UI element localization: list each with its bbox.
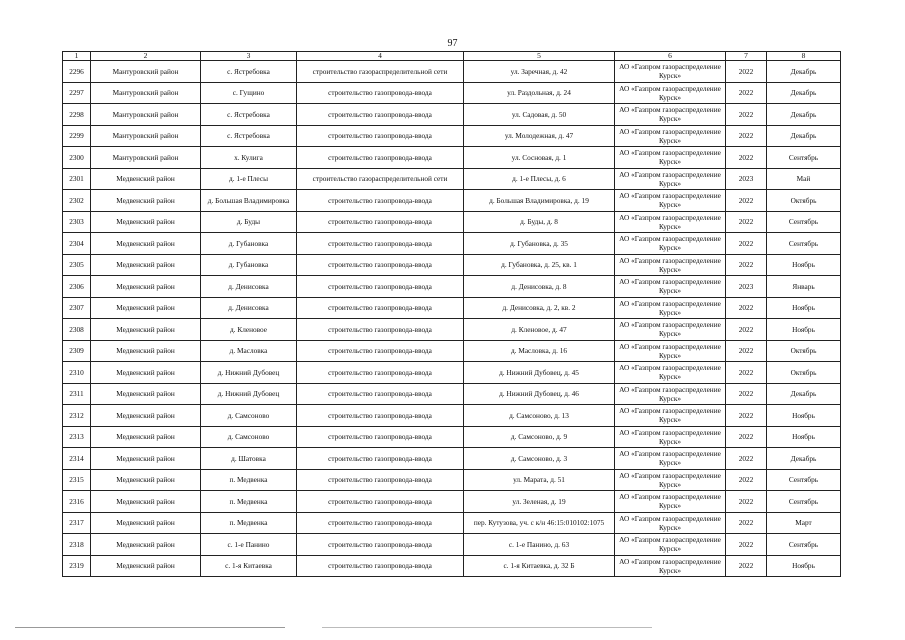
organization-cell: АО «Газпром газораспределение Курск» xyxy=(615,147,726,169)
organization-cell: АО «Газпром газораспределение Курск» xyxy=(615,319,726,341)
year-cell: 2022 xyxy=(726,190,767,212)
district-cell: Мантуровский район xyxy=(91,104,201,126)
year-cell: 2022 xyxy=(726,61,767,83)
work-type-cell: строительство газопровода-ввода xyxy=(297,104,464,126)
month-cell: Октябрь xyxy=(767,362,841,384)
settlement-cell: п. Медвенка xyxy=(201,491,297,513)
year-cell: 2022 xyxy=(726,362,767,384)
organization-cell: АО «Газпром газораспределение Курск» xyxy=(615,61,726,83)
table-body xyxy=(63,61,841,577)
row-number-cell: 2313 xyxy=(63,426,91,448)
address-cell: д. 1-е Плесы, д. 6 xyxy=(464,168,615,190)
row-number-cell: 2310 xyxy=(63,362,91,384)
month-cell: Сентябрь xyxy=(767,469,841,491)
organization-cell: АО «Газпром газораспределение Курск» xyxy=(615,168,726,190)
organization-cell: АО «Газпром газораспределение Курск» xyxy=(615,534,726,556)
settlement-cell: с. Ястребовка xyxy=(201,125,297,147)
year-cell: 2022 xyxy=(726,254,767,276)
address-cell: д. Денисовка, д. 8 xyxy=(464,276,615,298)
table-row xyxy=(63,190,841,212)
table-row xyxy=(63,276,841,298)
year-cell: 2023 xyxy=(726,168,767,190)
organization-cell: АО «Газпром газораспределение Курск» xyxy=(615,512,726,534)
table-row xyxy=(63,491,841,513)
district-cell: Медвенский район xyxy=(91,448,201,470)
address-cell: д. Нижний Дубовец, д. 46 xyxy=(464,383,615,405)
year-cell: 2022 xyxy=(726,469,767,491)
district-cell: Медвенский район xyxy=(91,534,201,556)
organization-cell: АО «Газпром газораспределение Курск» xyxy=(615,448,726,470)
row-number-cell: 2308 xyxy=(63,319,91,341)
row-number-cell: 2304 xyxy=(63,233,91,255)
settlement-cell: д. Буды xyxy=(201,211,297,233)
settlement-cell: д. Денисовка xyxy=(201,276,297,298)
month-cell: Ноябрь xyxy=(767,426,841,448)
settlement-cell: п. Медвенка xyxy=(201,512,297,534)
address-cell: ул. Сосновая, д. 1 xyxy=(464,147,615,169)
work-type-cell: строительство газопровода-ввода xyxy=(297,426,464,448)
address-cell: ул. Зеленая, д. 19 xyxy=(464,491,615,513)
year-cell: 2022 xyxy=(726,147,767,169)
settlement-cell: д. Кленовое xyxy=(201,319,297,341)
col-header-2: 2 xyxy=(91,52,201,61)
district-cell: Медвенский район xyxy=(91,555,201,577)
register-table xyxy=(62,51,841,577)
page-number: 97 xyxy=(447,38,458,49)
address-cell: д. Буды, д. 8 xyxy=(464,211,615,233)
month-cell: Декабрь xyxy=(767,82,841,104)
settlement-cell: д. Денисовка xyxy=(201,297,297,319)
settlement-cell: д. Губановка xyxy=(201,233,297,255)
scan-edge-line xyxy=(15,627,285,628)
table-row xyxy=(63,362,841,384)
district-cell: Медвенский район xyxy=(91,491,201,513)
row-number-cell: 2299 xyxy=(63,125,91,147)
year-cell: 2022 xyxy=(726,534,767,556)
organization-cell: АО «Газпром газораспределение Курск» xyxy=(615,125,726,147)
col-header-5: 5 xyxy=(464,52,615,61)
table-row xyxy=(63,319,841,341)
settlement-cell: с. Ястребовка xyxy=(201,61,297,83)
month-cell: Декабрь xyxy=(767,104,841,126)
organization-cell: АО «Газпром газораспределение Курск» xyxy=(615,276,726,298)
address-cell: с. 1-е Панино, д. 63 xyxy=(464,534,615,556)
table-row xyxy=(63,61,841,83)
row-number-cell: 2301 xyxy=(63,168,91,190)
year-cell: 2022 xyxy=(726,233,767,255)
table-row xyxy=(63,534,841,556)
address-cell: д. Самсоново, д. 9 xyxy=(464,426,615,448)
month-cell: Декабрь xyxy=(767,383,841,405)
district-cell: Медвенский район xyxy=(91,383,201,405)
address-cell: д. Самсоново, д. 13 xyxy=(464,405,615,427)
work-type-cell: строительство газопровода-ввода xyxy=(297,211,464,233)
row-number-cell: 2302 xyxy=(63,190,91,212)
work-type-cell: строительство газопровода-ввода xyxy=(297,297,464,319)
settlement-cell: д. Масловка xyxy=(201,340,297,362)
work-type-cell: строительство газопровода-ввода xyxy=(297,555,464,577)
month-cell: Сентябрь xyxy=(767,147,841,169)
work-type-cell: строительство газопровода-ввода xyxy=(297,82,464,104)
district-cell: Медвенский район xyxy=(91,276,201,298)
table-row xyxy=(63,405,841,427)
month-cell: Сентябрь xyxy=(767,491,841,513)
work-type-cell: строительство газопровода-ввода xyxy=(297,405,464,427)
district-cell: Медвенский район xyxy=(91,362,201,384)
row-number-cell: 2303 xyxy=(63,211,91,233)
settlement-cell: д. Большая Владимировка xyxy=(201,190,297,212)
address-cell: д. Масловка, д. 16 xyxy=(464,340,615,362)
table-row xyxy=(63,340,841,362)
district-cell: Медвенский район xyxy=(91,405,201,427)
year-cell: 2022 xyxy=(726,512,767,534)
row-number-cell: 2298 xyxy=(63,104,91,126)
month-cell: Декабрь xyxy=(767,448,841,470)
year-cell: 2022 xyxy=(726,82,767,104)
district-cell: Мантуровский район xyxy=(91,82,201,104)
district-cell: Медвенский район xyxy=(91,168,201,190)
district-cell: Медвенский район xyxy=(91,297,201,319)
settlement-cell: с. Гущино xyxy=(201,82,297,104)
settlement-cell: х. Кулига xyxy=(201,147,297,169)
address-cell: ул. Молодежная, д. 47 xyxy=(464,125,615,147)
district-cell: Медвенский район xyxy=(91,512,201,534)
row-number-cell: 2315 xyxy=(63,469,91,491)
address-cell: с. 1-я Китаевка, д. 32 Б xyxy=(464,555,615,577)
work-type-cell: строительство газопровода-ввода xyxy=(297,383,464,405)
address-cell: д. Губановка, д. 35 xyxy=(464,233,615,255)
district-cell: Мантуровский район xyxy=(91,147,201,169)
row-number-cell: 2314 xyxy=(63,448,91,470)
col-header-8: 8 xyxy=(767,52,841,61)
work-type-cell: строительство газопровода-ввода xyxy=(297,469,464,491)
district-cell: Медвенский район xyxy=(91,319,201,341)
table-row xyxy=(63,147,841,169)
address-cell: д. Самсоново, д. 3 xyxy=(464,448,615,470)
year-cell: 2022 xyxy=(726,297,767,319)
district-cell: Мантуровский район xyxy=(91,125,201,147)
address-cell: д. Нижний Дубовец, д. 45 xyxy=(464,362,615,384)
organization-cell: АО «Газпром газораспределение Курск» xyxy=(615,383,726,405)
work-type-cell: строительство газопровода-ввода xyxy=(297,147,464,169)
month-cell: Ноябрь xyxy=(767,405,841,427)
row-number-cell: 2318 xyxy=(63,534,91,556)
district-cell: Медвенский район xyxy=(91,211,201,233)
district-cell: Медвенский район xyxy=(91,469,201,491)
year-cell: 2022 xyxy=(726,426,767,448)
settlement-cell: с. Ястребовка xyxy=(201,104,297,126)
year-cell: 2022 xyxy=(726,319,767,341)
work-type-cell: строительство газопровода-ввода xyxy=(297,125,464,147)
work-type-cell: строительство газопровода-ввода xyxy=(297,491,464,513)
month-cell: Октябрь xyxy=(767,340,841,362)
table-row xyxy=(63,254,841,276)
header-row xyxy=(63,52,841,61)
row-number-cell: 2300 xyxy=(63,147,91,169)
col-header-7: 7 xyxy=(726,52,767,61)
organization-cell: АО «Газпром газораспределение Курск» xyxy=(615,405,726,427)
month-cell: Ноябрь xyxy=(767,297,841,319)
address-cell: ул. Заречная, д. 42 xyxy=(464,61,615,83)
row-number-cell: 2319 xyxy=(63,555,91,577)
address-cell: д. Кленовое, д. 47 xyxy=(464,319,615,341)
organization-cell: АО «Газпром газораспределение Курск» xyxy=(615,426,726,448)
table-header xyxy=(63,52,841,61)
settlement-cell: с. 1-я Китаевка xyxy=(201,555,297,577)
organization-cell: АО «Газпром газораспределение Курск» xyxy=(615,491,726,513)
address-cell: ул. Раздольная, д. 24 xyxy=(464,82,615,104)
row-number-cell: 2296 xyxy=(63,61,91,83)
address-cell: д. Большая Владимировка, д. 19 xyxy=(464,190,615,212)
month-cell: Ноябрь xyxy=(767,555,841,577)
district-cell: Медвенский район xyxy=(91,426,201,448)
month-cell: Декабрь xyxy=(767,61,841,83)
settlement-cell: д. Нижний Дубовец xyxy=(201,362,297,384)
month-cell: Ноябрь xyxy=(767,254,841,276)
work-type-cell: строительство газораспределительной сети xyxy=(297,61,464,83)
table-row xyxy=(63,555,841,577)
row-number-cell: 2317 xyxy=(63,512,91,534)
organization-cell: АО «Газпром газораспределение Курск» xyxy=(615,104,726,126)
work-type-cell: строительство газопровода-ввода xyxy=(297,534,464,556)
table-row xyxy=(63,125,841,147)
month-cell: Январь xyxy=(767,276,841,298)
settlement-cell: д. Нижний Дубовец xyxy=(201,383,297,405)
work-type-cell: строительство газопровода-ввода xyxy=(297,190,464,212)
settlement-cell: с. 1-е Панино xyxy=(201,534,297,556)
col-header-1: 1 xyxy=(63,52,91,61)
table-row xyxy=(63,82,841,104)
organization-cell: АО «Газпром газораспределение Курск» xyxy=(615,233,726,255)
organization-cell: АО «Газпром газораспределение Курск» xyxy=(615,340,726,362)
year-cell: 2022 xyxy=(726,405,767,427)
col-header-3: 3 xyxy=(201,52,297,61)
table-row xyxy=(63,512,841,534)
table-row xyxy=(63,233,841,255)
settlement-cell: д. Губановка xyxy=(201,254,297,276)
year-cell: 2023 xyxy=(726,276,767,298)
table-row xyxy=(63,469,841,491)
work-type-cell: строительство газораспределительной сети xyxy=(297,168,464,190)
table-row xyxy=(63,448,841,470)
month-cell: Май xyxy=(767,168,841,190)
work-type-cell: строительство газопровода-ввода xyxy=(297,340,464,362)
table-row xyxy=(63,426,841,448)
table-row xyxy=(63,211,841,233)
address-cell: д. Денисовка, д. 2, кв. 2 xyxy=(464,297,615,319)
district-cell: Медвенский район xyxy=(91,340,201,362)
organization-cell: АО «Газпром газораспределение Курск» xyxy=(615,190,726,212)
settlement-cell: д. 1-е Плесы xyxy=(201,168,297,190)
month-cell: Октябрь xyxy=(767,190,841,212)
work-type-cell: строительство газопровода-ввода xyxy=(297,276,464,298)
row-number-cell: 2305 xyxy=(63,254,91,276)
organization-cell: АО «Газпром газораспределение Курск» xyxy=(615,469,726,491)
address-cell: д. Губановка, д. 25, кв. 1 xyxy=(464,254,615,276)
month-cell: Декабрь xyxy=(767,125,841,147)
address-cell: ул. Садовая, д. 50 xyxy=(464,104,615,126)
work-type-cell: строительство газопровода-ввода xyxy=(297,448,464,470)
table-row xyxy=(63,297,841,319)
year-cell: 2022 xyxy=(726,448,767,470)
address-cell: пер. Кутузова, уч. с к/н 46:15:010102:1075 xyxy=(464,512,615,534)
row-number-cell: 2307 xyxy=(63,297,91,319)
month-cell: Сентябрь xyxy=(767,211,841,233)
organization-cell: АО «Газпром газораспределение Курск» xyxy=(615,362,726,384)
organization-cell: АО «Газпром газораспределение Курск» xyxy=(615,297,726,319)
year-cell: 2022 xyxy=(726,383,767,405)
work-type-cell: строительство газопровода-ввода xyxy=(297,319,464,341)
month-cell: Март xyxy=(767,512,841,534)
year-cell: 2022 xyxy=(726,104,767,126)
district-cell: Медвенский район xyxy=(91,254,201,276)
district-cell: Медвенский район xyxy=(91,190,201,212)
work-type-cell: строительство газопровода-ввода xyxy=(297,362,464,384)
district-cell: Медвенский район xyxy=(91,233,201,255)
row-number-cell: 2312 xyxy=(63,405,91,427)
row-number-cell: 2309 xyxy=(63,340,91,362)
col-header-4: 4 xyxy=(297,52,464,61)
month-cell: Сентябрь xyxy=(767,233,841,255)
row-number-cell: 2316 xyxy=(63,491,91,513)
work-type-cell: строительство газопровода-ввода xyxy=(297,512,464,534)
col-header-6: 6 xyxy=(615,52,726,61)
organization-cell: АО «Газпром газораспределение Курск» xyxy=(615,211,726,233)
organization-cell: АО «Газпром газораспределение Курск» xyxy=(615,82,726,104)
organization-cell: АО «Газпром газораспределение Курск» xyxy=(615,254,726,276)
work-type-cell: строительство газопровода-ввода xyxy=(297,233,464,255)
settlement-cell: п. Медвенка xyxy=(201,469,297,491)
table-row xyxy=(63,104,841,126)
work-type-cell: строительство газопровода-ввода xyxy=(297,254,464,276)
month-cell: Ноябрь xyxy=(767,319,841,341)
year-cell: 2022 xyxy=(726,491,767,513)
year-cell: 2022 xyxy=(726,340,767,362)
month-cell: Сентябрь xyxy=(767,534,841,556)
scan-edge-line xyxy=(322,627,652,628)
year-cell: 2022 xyxy=(726,125,767,147)
year-cell: 2022 xyxy=(726,211,767,233)
table-row xyxy=(63,168,841,190)
row-number-cell: 2311 xyxy=(63,383,91,405)
settlement-cell: д. Шатовка xyxy=(201,448,297,470)
year-cell: 2022 xyxy=(726,555,767,577)
settlement-cell: д. Самсоново xyxy=(201,426,297,448)
table-row xyxy=(63,383,841,405)
organization-cell: АО «Газпром газораспределение Курск» xyxy=(615,555,726,577)
district-cell: Мантуровский район xyxy=(91,61,201,83)
address-cell: ул. Марата, д. 51 xyxy=(464,469,615,491)
row-number-cell: 2297 xyxy=(63,82,91,104)
settlement-cell: д. Самсоново xyxy=(201,405,297,427)
row-number-cell: 2306 xyxy=(63,276,91,298)
